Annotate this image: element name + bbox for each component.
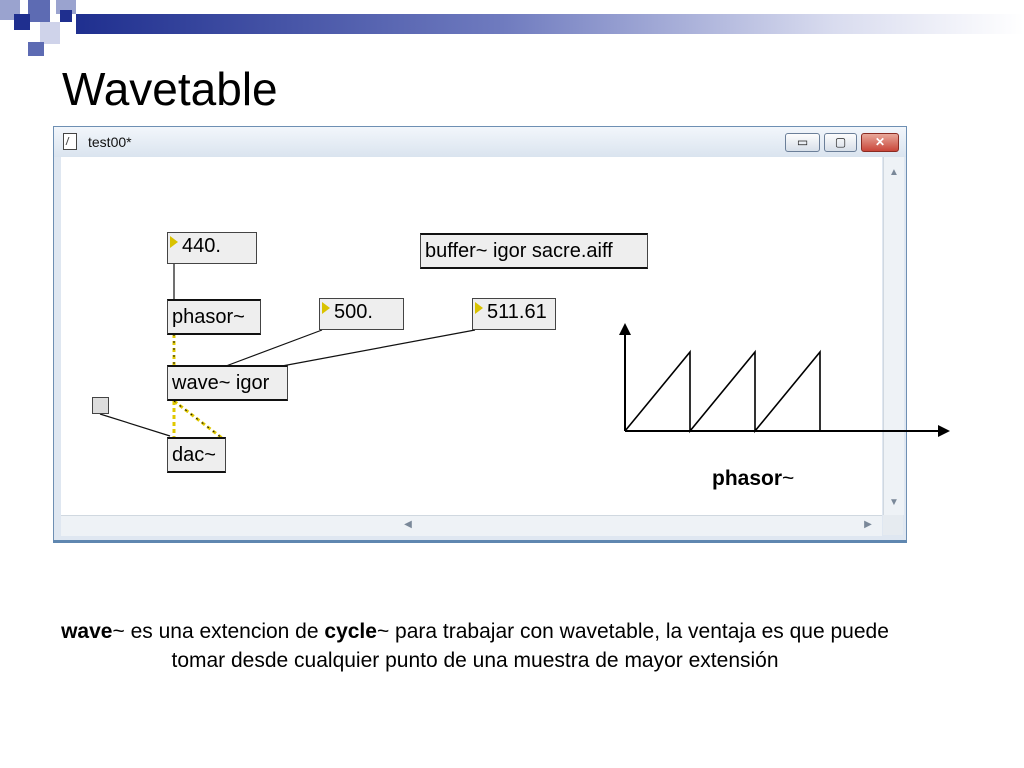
- number-box-440[interactable]: 440.: [167, 232, 257, 264]
- caption-text-1: ~ es una extencion de: [112, 620, 325, 643]
- phasor-label-suffix: ~: [782, 467, 795, 490]
- phasor-diagram: [619, 323, 950, 437]
- buffer-object[interactable]: buffer~ igor sacre.aiff: [420, 233, 648, 269]
- cord-500-to-wave: [226, 330, 322, 366]
- slide-title: Wavetable: [62, 63, 278, 115]
- number-box-511[interactable]: 511.61: [472, 298, 556, 330]
- toggle-box[interactable]: [92, 397, 109, 414]
- caption-cycle: cycle: [324, 620, 377, 643]
- patch-cords: [100, 264, 475, 438]
- wave-object[interactable]: wave~ igor: [167, 365, 288, 401]
- slide-caption: [60, 617, 890, 675]
- cord-511-to-wave: [282, 330, 475, 366]
- scroll-up-icon[interactable]: ▲: [889, 167, 899, 178]
- scroll-left-icon[interactable]: ◀: [404, 519, 412, 530]
- scroll-down-icon[interactable]: ▼: [889, 497, 899, 508]
- phasor-label-bold: phasor: [712, 467, 783, 490]
- x-axis-arrow-icon: [938, 425, 950, 437]
- number-box-500[interactable]: 500.: [319, 298, 404, 330]
- cord-toggle-to-dac: [100, 414, 170, 436]
- caption-wave: wave: [61, 620, 113, 643]
- phasor-diagram-label: [712, 467, 794, 491]
- phasor-object[interactable]: phasor~: [167, 299, 261, 335]
- sawtooth-wave: [625, 352, 820, 431]
- caption-text-2: ~ para trabajar con wavetable, la ventaja es que puede tomar desde cualquier punto de una muestra de mayor extensión: [171, 620, 889, 672]
- maximize-button[interactable]: ▢: [824, 133, 857, 152]
- dac-object[interactable]: dac~: [167, 437, 226, 473]
- y-axis-arrow-icon: [619, 323, 631, 335]
- scroll-right-icon[interactable]: ▶: [864, 519, 872, 530]
- minimize-button[interactable]: ▭: [785, 133, 820, 152]
- cord-wave-to-dac-right: [174, 401, 222, 438]
- window-title: test00*: [88, 134, 132, 150]
- close-button[interactable]: ✕: [861, 133, 899, 152]
